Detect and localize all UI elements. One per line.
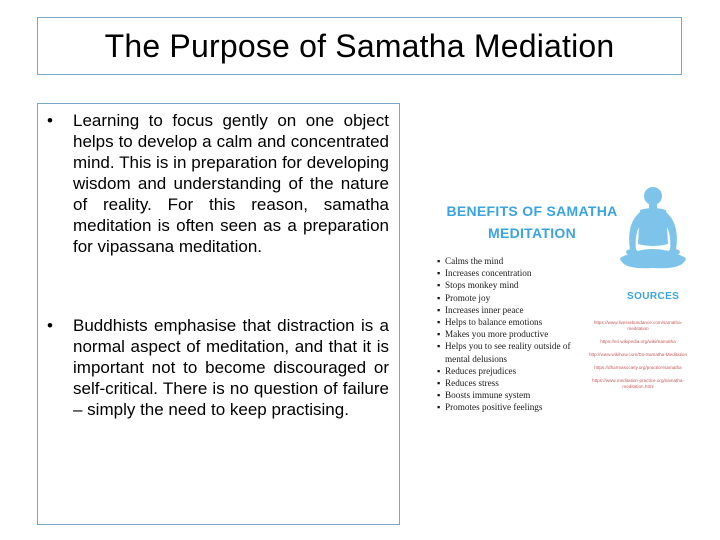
slide-title: The Purpose of Samatha Mediation [104,27,615,64]
bullet-icon: • [47,111,53,130]
sources-title: SOURCES [627,291,680,302]
list-item: ▪ Boosts immune system [437,390,531,401]
title-box [37,17,682,75]
source-link[interactable]: http://www.wikihow.com/Do-Samatha-Meditation [588,352,688,357]
bullet-item [46,110,389,257]
source-link[interactable]: https://www.meditation-practice.org/samatha-meditation.html [592,378,684,389]
list-item: ▪ Reduces stress [437,378,499,389]
list-item: ▪ Reduces prejudices [437,365,517,376]
bullet-text: Learning to focus gently on one object helps to develop a calm and concentrated mind. This is in preparation for developing wisdom and understanding of the nature of reality. For this reason, samatha meditation is often seen as a preparation for vipassana meditation. [73,111,389,256]
list-item: ▪ Makes you more productive [437,329,549,340]
benefits-list [437,255,571,414]
bullet-item [46,315,389,420]
benefits-infographic [428,182,690,424]
infographic-title-line2: MEDITATION [487,225,577,241]
source-link[interactable]: https://en.wikipedia.org/wiki/Samatha [600,339,676,344]
list-item: ▪ Helps you to see reality outside of [437,341,571,352]
source-link[interactable]: https://dharmasociety.org/practice/samatha [594,365,682,370]
list-item: ▪ Increases concentration [437,268,532,279]
bullet-icon: • [47,316,53,335]
content-box [37,103,400,525]
meditation-figure-icon [618,184,688,284]
list-item: ▪ Helps to balance emotions [437,317,543,328]
bullet-text: Buddhists emphasise that distraction is a normal aspect of meditation, and that it is important not to become discouraged or self-critical. There is no question of failure – simply the need to keep practising. [73,316,389,419]
list-item: ▪ Promotes positive feelings [437,402,543,413]
source-link[interactable]: https://www.liveinabundance.com/samatha-meditation [593,320,683,331]
infographic-title [437,200,627,244]
list-item: ▪ Promote joy [437,292,491,303]
list-item: ▪ Stops monkey mind [437,280,519,291]
sources-list [586,320,690,397]
infographic-title-line1: BENEFITS OF SAMATHA [446,203,618,219]
list-item: mental delusions [445,353,508,364]
list-item: ▪ Increases inner peace [437,304,524,315]
list-item: ▪ Calms the mind [437,256,504,266]
